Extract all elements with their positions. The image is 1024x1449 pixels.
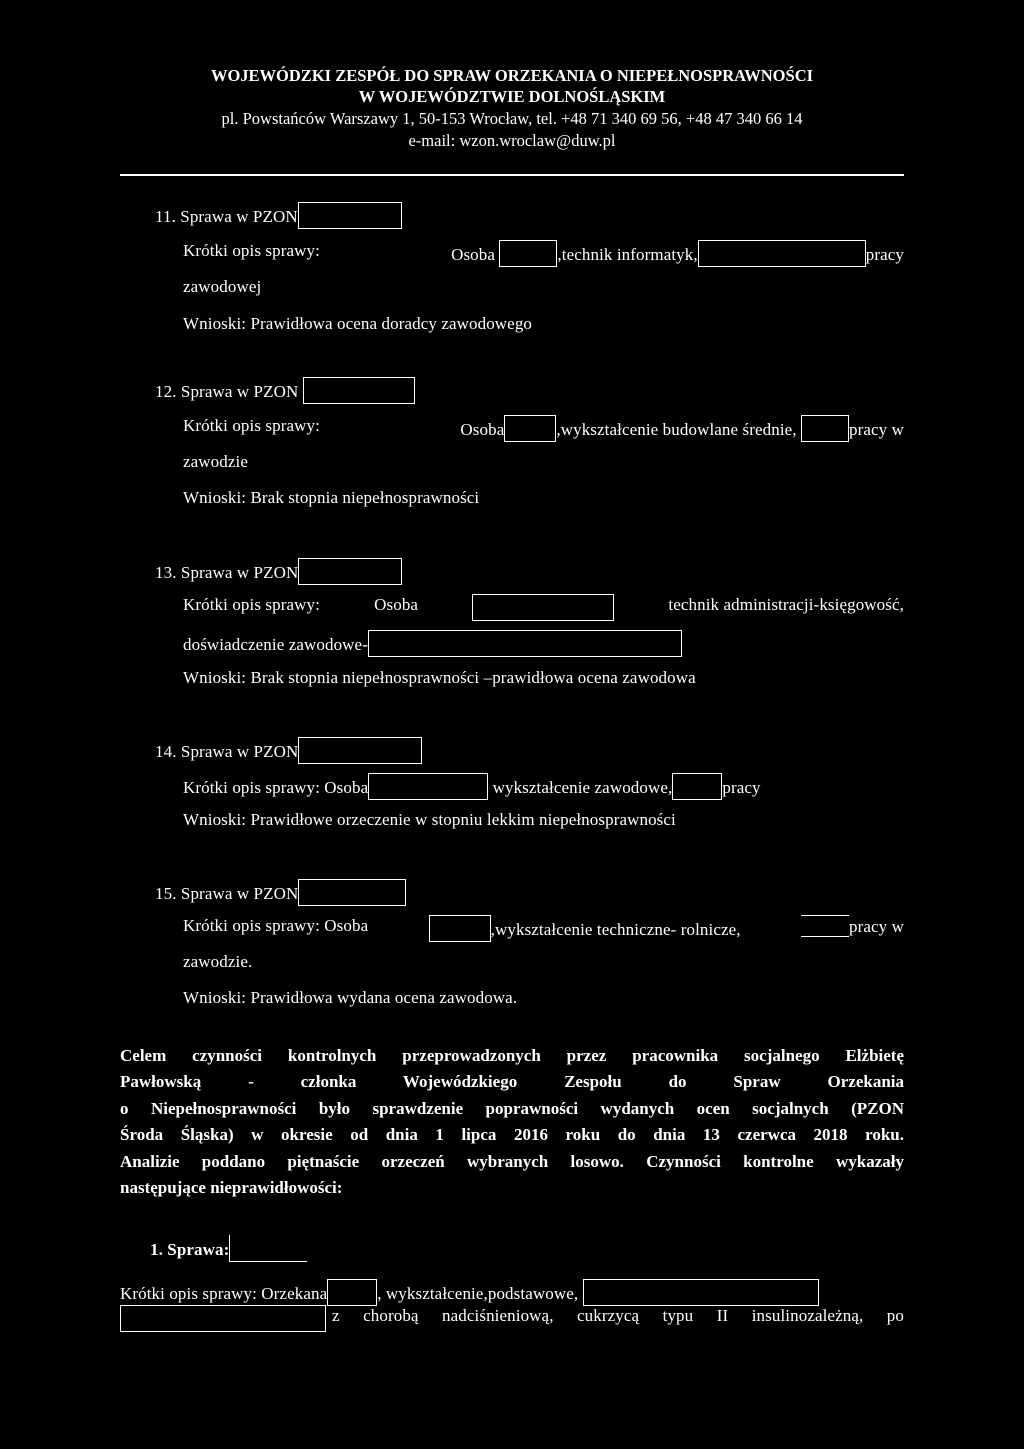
- redaction-box: [583, 1279, 819, 1306]
- case-12-description-cont: zawodzie: [183, 452, 248, 471]
- case-12-description: Krótki opis sprawy: Osoba ,wykształcenie budowlane średnie, pracy w: [183, 415, 904, 442]
- finding-1-title: 1. Sprawa:: [150, 1235, 307, 1262]
- finding-1-description: Krótki opis sprawy: Orzekana , wykształcenie,podstawowe,: [120, 1279, 904, 1306]
- case-13-description: Krótki opis sprawy: Osoba technik administracji-księgowość,: [183, 594, 904, 621]
- case-12-conclusion: Wnioski: Brak stopnia niepełnosprawności: [183, 488, 480, 507]
- redaction-box: [120, 1305, 326, 1332]
- redaction-box: [298, 879, 406, 906]
- summary-line: następujące nieprawidłowości:: [120, 1178, 343, 1198]
- case-11-description-cont: zawodowej: [183, 277, 262, 296]
- header-divider: [120, 174, 904, 176]
- redaction-box: [298, 558, 402, 585]
- case-14-description: Krótki opis sprawy: Osoba wykształcenie zawodowe, pracy: [183, 773, 761, 800]
- redaction-box: [801, 915, 849, 937]
- redaction-box: [298, 202, 402, 229]
- case-15-description: Krótki opis sprawy: Osoba ,wykształcenie techniczne- rolnicze, pracy w: [183, 915, 904, 942]
- case-11-conclusion: Wnioski: Prawidłowa ocena doradcy zawodowego: [183, 314, 533, 333]
- redaction-box: [429, 915, 491, 942]
- case-11-description: Krótki opis sprawy: Osoba ,technik informatyk, pracy: [183, 240, 904, 267]
- redaction-box: [472, 594, 614, 621]
- redaction-box: [801, 415, 849, 442]
- redaction-box: [368, 773, 488, 800]
- case-13-description-cont: doświadczenie zawodowe-: [183, 630, 682, 657]
- case-15-conclusion: Wnioski: Prawidłowa wydana ocena zawodowa.: [183, 988, 518, 1007]
- case-14-title: 14. Sprawa w PZON: [155, 737, 422, 764]
- control-summary-paragraph: [120, 1043, 904, 1201]
- case-15-title: 15. Sprawa w PZON: [155, 879, 406, 906]
- summary-line: Pawłowską - członka Wojewódzkiego Zespołu do Spraw Orzekania: [120, 1072, 904, 1092]
- redaction-box: [672, 773, 722, 800]
- institution-name: WOJEWÓDZKI ZESPÓŁ DO SPRAW ORZEKANIA O NIEPEŁNOSPRAWNOŚCI: [210, 66, 814, 85]
- case-12-title: 12. Sprawa w PZON: [155, 377, 415, 404]
- case-11-title: 11. Sprawa w PZON: [155, 202, 402, 229]
- summary-line: o Niepełnosprawności było sprawdzenie poprawności wydanych ocen socjalnych (PZON: [120, 1098, 904, 1118]
- redaction-box: [499, 240, 557, 267]
- summary-line: Celem czynności kontrolnych przeprowadzonych przez pracownika socjalnego Elżbietę: [120, 1046, 904, 1065]
- case-13-title: 13. Sprawa w PZON: [155, 558, 402, 585]
- redaction-box: [504, 415, 556, 442]
- case-15-description-cont: zawodzie.: [183, 952, 253, 971]
- institution-email: e-mail: wzon.wroclaw@duw.pl: [408, 131, 616, 150]
- redaction-box: [303, 377, 415, 404]
- summary-line: Środa Śląska) w okresie od dnia 1 lipca 2016 roku do dnia 13 czerwca 2018 roku.: [120, 1125, 904, 1145]
- case-14-conclusion: Wnioski: Prawidłowe orzeczenie w stopniu lekkim niepełnosprawności: [183, 810, 676, 829]
- summary-line: Analizie poddano piętnaście orzeczeń wybranych losowo. Czynności kontrolne wykazały: [120, 1151, 904, 1171]
- case-13-conclusion: Wnioski: Brak stopnia niepełnosprawności –prawidłowa ocena zawodowa: [183, 668, 696, 687]
- redaction-box: [368, 630, 682, 657]
- finding-1-description-cont: z chorobą nadciśnieniową, cukrzycą typu II insulinozależną, po: [120, 1305, 904, 1332]
- institution-region: W WOJEWÓDZTWIE DOLNOŚLĄSKIM: [358, 87, 666, 106]
- redaction-box: [698, 240, 866, 267]
- redaction-box: [327, 1279, 377, 1306]
- redaction-box: [229, 1235, 307, 1262]
- institution-address: pl. Powstańców Warszawy 1, 50-153 Wrocław, tel. +48 71 340 69 56, +48 47 340 66 14: [221, 109, 803, 128]
- redaction-box: [298, 737, 422, 764]
